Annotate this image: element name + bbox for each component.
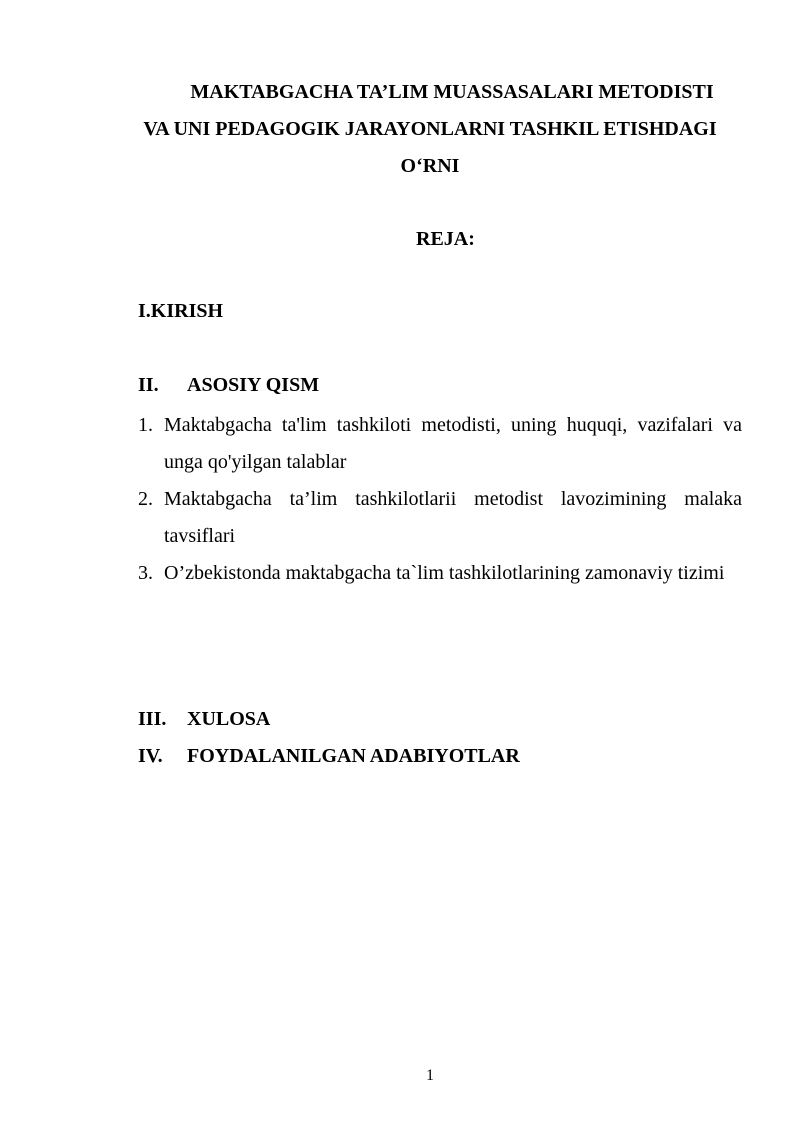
list-item-text: Maktabgacha ta’lim tashkilotlarii metodist lavozimining malaka tavsiflari <box>164 488 742 547</box>
section-references-heading <box>138 743 520 769</box>
document-title <box>110 74 750 185</box>
section-references-number: IV. <box>138 745 163 767</box>
section-references-label: FOYDALANILGAN ADABIYOTLAR <box>187 745 520 767</box>
list-item-text: Maktabgacha ta'lim tashkiloti metodisti, uning huquqi, vazifalari va unga qo'yilgan talablar <box>164 414 742 473</box>
main-section-list <box>138 407 742 592</box>
section-conclusion-label: XULOSA <box>187 708 271 730</box>
section-conclusion-heading <box>138 706 270 732</box>
list-item <box>138 555 742 592</box>
title-line-2: VA UNI PEDAGOGIK JARAYONLARNI TASHKIL ETISHDAGI <box>143 118 717 140</box>
section-intro: I.KIRISH <box>138 300 224 322</box>
title-line-3: O‘RNI <box>400 155 460 177</box>
list-item <box>138 407 742 481</box>
title-line-1: MAKTABGACHA TA’LIM MUASSASALARI METODISTI <box>190 81 714 103</box>
page-number: 1 <box>426 1067 434 1084</box>
list-item-text: O’zbekistonda maktabgacha ta`lim tashkilotlarining zamonaviy tizimi <box>164 562 725 584</box>
list-item <box>138 481 742 555</box>
section-main-heading <box>138 372 319 398</box>
list-item-number: 3. <box>138 562 153 584</box>
section-conclusion-number: III. <box>138 708 167 730</box>
section-main-number: II. <box>138 374 159 396</box>
section-main-label: ASOSIY QISM <box>187 374 320 396</box>
plan-heading: REJA: <box>416 228 475 250</box>
list-item-number: 1. <box>138 414 153 436</box>
list-item-number: 2. <box>138 488 153 510</box>
